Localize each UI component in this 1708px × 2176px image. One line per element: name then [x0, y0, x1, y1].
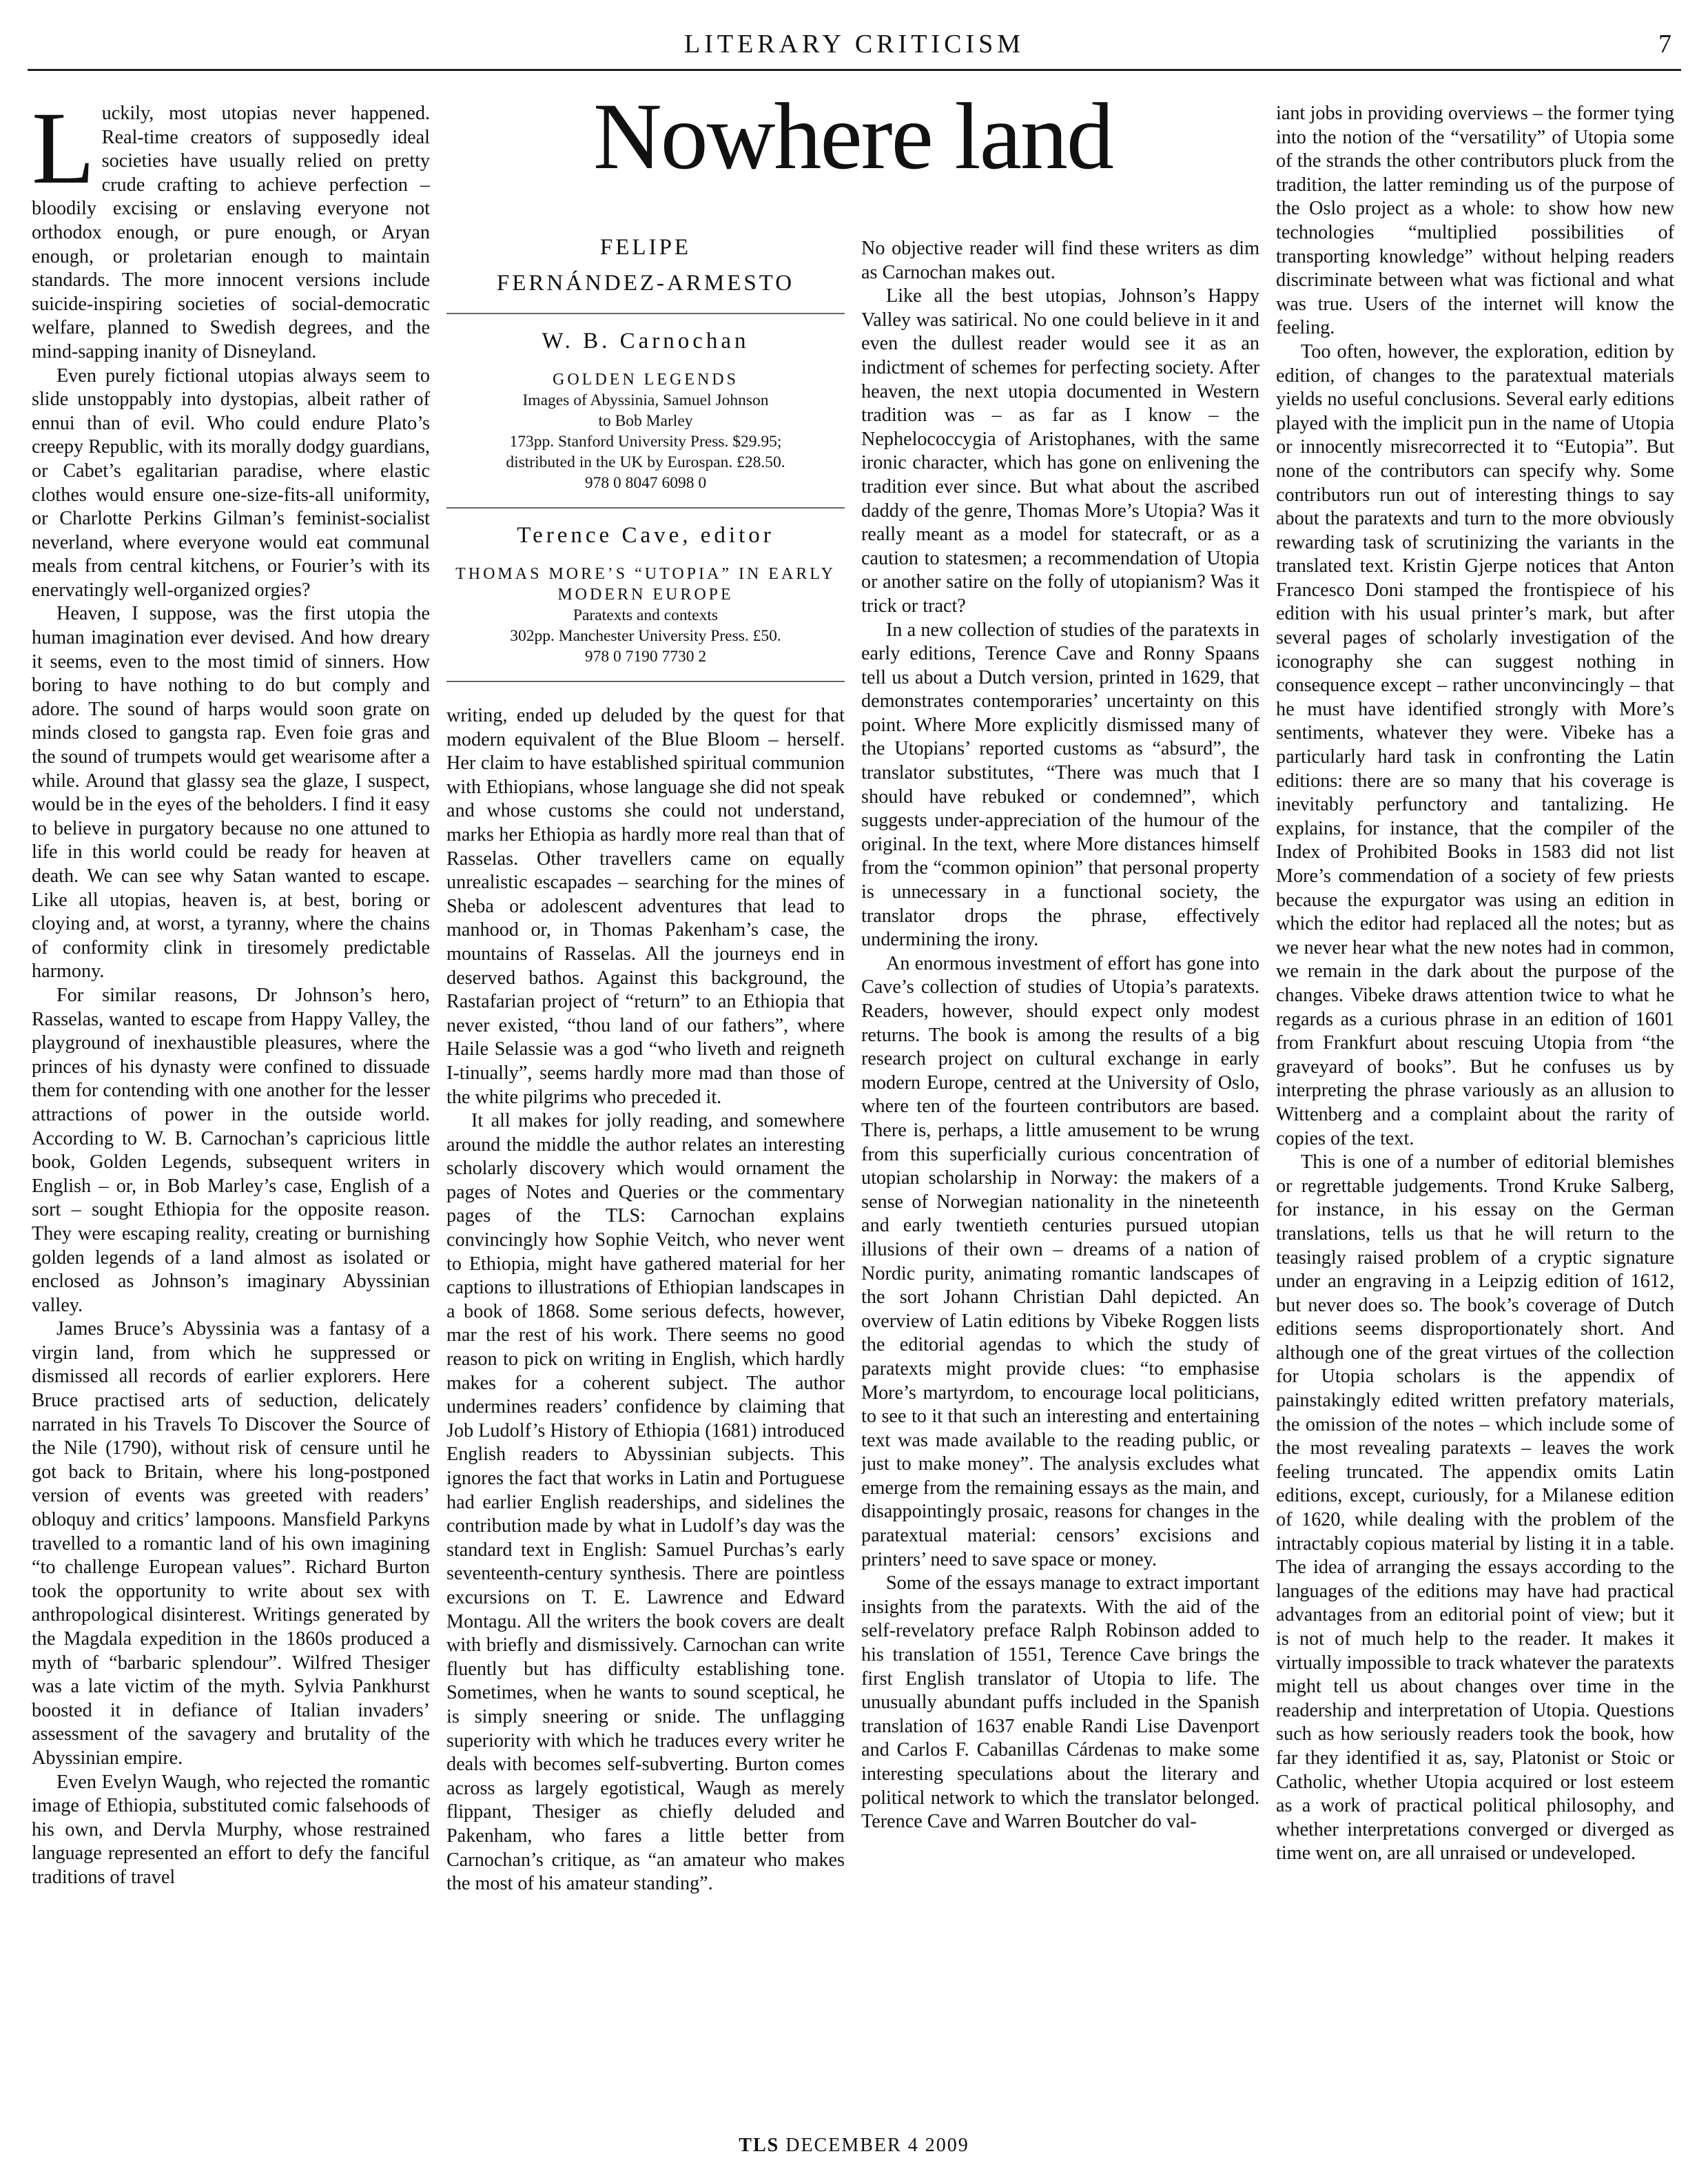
book-meta: 978 0 7190 7730 2 [584, 648, 707, 666]
paragraph: No objective reader will find these writers as dim as Carnochan makes out. [861, 238, 1259, 283]
book-title: THOMAS MORE’S “UTOPIA” IN EARLY MODERN EUROPE [455, 565, 836, 604]
paragraph: An enormous investment of effort has gone into Cave’s collection of studies of Utopia’s paratexts. Readers, however, should expect only modest returns. The book is among the results of a big research project on cultural exchange in early modern Europe, centred at the University of Oslo, where ten of the fourteen contributors are based. There is, perhaps, a little amusement to be wrung from this superficially curious concentration of utopian scholarship in Norway: the makers of a sense of Norwegian nationality in the nineteenth and early twentieth centuries pursued utopian illusions of their own – dreams of a nation of Nordic purity, animating romantic landscapes of the sort Johann Christian Dahl depicted. An overview of Latin editions by Vibeke Roggen lists the editorial agendas to which the study of paratexts might provide clues: “to emphasise More’s martyrdom, to encourage local politicians, to see to it that such an interesting and entertaining text was made available to the reading public, or just to make money”. The analysis excludes what emerge from the remaining essays as the main, and disappointingly prosaic, reasons for changes in the paratextual material: censors’ excisions and printers’ need to save space or money. [861, 952, 1259, 1570]
paragraph: For similar reasons, Dr Johnson’s hero, Rasselas, wanted to escape from Happy Valley, the playground of inexhaustible pleasures, where the princes of his dynasty were confined to dissuade them for contending with one another for the lesser attractions of power in the outside world. According to W. B. Carnochan’s capricious little book, Golden Legends, subsequent writers in English – or, in Bob Marley’s case, English of a sort – sought Ethiopia for the opposite reason. They were escaping reality, creating or burnishing golden legends of a land almost as isolated or enclosed as Johnson’s imaginary Abyssinian valley. [32, 984, 430, 1316]
book-meta: Paratexts and contexts [573, 606, 719, 624]
paragraph: Luckily, most utopias never happened. Real-time creators of supposedly ideal societies have usually relied on pretty crude crafting to achieve perfection – bloodily excising or enslaving everyone not orthodox enough, or pure enough, or Aryan enough, or proletarian enough to maintain standards. The more innocent versions include suicide-inspiring societies of social-democratic welfare, planned to Swedish degrees, and the mind-sapping inanity of Disneyland. [32, 102, 430, 362]
review-details [446, 227, 845, 689]
book-title: GOLDEN LEGENDS [553, 371, 739, 389]
book-meta: Images of Abyssinia, Samuel Johnson [522, 391, 769, 409]
drop-cap: L [32, 102, 95, 205]
divider [446, 507, 845, 509]
paragraph: In a new collection of studies of the paratexts in early editions, Terence Cave and Ronny Spaans tell us about a Dutch version, printed in 1629, that demonstrates contemporaries’ uncertainty on this point. Where More explicitly dismissed many of the Utopians’ reported customs as “absurd”, the translator substitutes, “There was much that I should have rebuked or condemned”, which suggests under-appreciation of the humour of the original. In the text, where More distances himself from the “common opinion” that personal property is unnecessary in a functional society, the translator drops the phrase, effectively undermining the irony. [861, 619, 1259, 951]
reviewer-first-name: FELIPE [599, 235, 692, 260]
book-author: W. B. Carnochan [542, 329, 750, 353]
book-meta: distributed in the UK by Eurospan. £28.50. [506, 453, 785, 471]
page-number: 7 [1658, 30, 1671, 59]
masthead: TLS [739, 2135, 780, 2156]
paragraph: James Bruce’s Abyssinia was a fantasy of a virgin land, from which he suppressed or dismissed all records of earlier explorers. Here Bruce practised arts of seduction, delicately narrated in his Travels To Discover the Source of the Nile (1790), without risk of censure until he got back to Britain, where his long-postponed version of events was greeted with readers’ obloquy and critics’ lampoons. Mansfield Parkyns travelled to a romantic land of his own imagining “to challenge European values”. Richard Burton took the opportunity to write about sex with anthropological disinterest. Writings generated by the Magdala expedition in the 1860s produced a myth of “barbaric splendour”. Wilfred Thesiger was a late victim of the myth. Sylvia Pankhurst boosted it in defiance of Italian invaders’ assessment of the savagery and brutality of the Abyssinian empire. [32, 1318, 430, 1769]
column-3 [861, 237, 1259, 2084]
paragraph: writing, ended up deluded by the quest for that modern equivalent of the Blue Bloom – herself. Her claim to have established spiritual communion with Ethiopians, whose language she did not speak and whose customs she could not understand, marks her Ethiopia as hardly more real than that of Rasselas. Other travellers came on equally unrealistic escapades – searching for the mines of Sheba or adolescent adventures that lead to manhood or, in Thomas Pakenham’s case, the mountains of Rasselas. All the journeys end in deserved bathos. Against this background, the Rastafarian project of “return” to an Ethiopia that never existed, “thou land of our fathers”, where Haile Selassie was a god “who liveth and reigneth I-tinually”, seems hardly more mad than those of the white pilgrims who preceded it. [446, 705, 845, 1108]
paragraph: This is one of a number of editorial blemishes or regrettable judgements. Trond Kruke Salberg, for instance, in his essay on the German translations, tells us that he will return to the teasingly raised problem of a cryptic signature under an engraving in a Leipzig edition of 1612, but never does so. The book’s coverage of Dutch editions seems disproportionately short. And although one of the great virtues of the collection for Utopia scholars is the appendix of painstakingly edited written prefatory materials, the omission of the notes – which include some of the most revealing paratexts – leaves the work feeling truncated. The appendix omits Latin editions, except, curiously, for a Milanese edition of 1620, while dealing with the problem of the intractably copious material by listing it in a table. The idea of arranging the essays according to the languages of the editions may have had practical advantages from an editorial point of view; but it is not of much help to the reader. It makes it virtually impossible to track whatever the paratexts might tell us about changes over time in the readership and interpretation of Utopia. Questions such as how seriously readers took the book, how far they identified it as, say, Platonist or Stoic or Catholic, whether Utopia acquired or lost esteem as a work of practical political philosophy, and whether interpretations converged or diverged as time went on, are all unraised or undeveloped. [1276, 1151, 1674, 1865]
paragraph: iant jobs in providing overviews – the former tying into the notion of the “versatility” of Utopia some of the strands the other contributors pluck from the tradition, the latter reminding us of the purpose of the Oslo project as a whole: to show how new technologies “multiplied possibilities of transporting knowledge” without helping readers discriminate between what was fictional and what was true. Users of the internet will know the feeling. [1276, 103, 1674, 339]
divider [446, 681, 845, 682]
paragraph: Some of the essays manage to extract important insights from the paratexts. With the aid of the self-revelatory preface Ralph Robinson added to his translation of 1551, Terence Cave brings the first English translator of Utopia to life. The unusually abundant puffs included in the Spanish translation of 1637 enable Randi Lise Davenport and Carlos F. Cabanillas Cárdenas to make some interesting speculations about the literary and political network to which the translator belonged. Terence Cave and Warren Boutcher do val- [861, 1572, 1259, 1833]
book-meta: 302pp. Manchester University Press. £50. [510, 627, 781, 645]
reviewer-last-name: FERNÁNDEZ-ARMESTO [496, 271, 795, 296]
page-footer [0, 2135, 1708, 2157]
column-1 [32, 102, 430, 2080]
page-header [28, 26, 1681, 71]
paragraph: Even Evelyn Waugh, who rejected the romantic image of Ethiopia, substituted comic falsehoods of his own, and Dervla Murphy, whose restrained language represented an effort to defy the fanciful traditions of travel [32, 1771, 430, 1888]
book-meta: 978 0 8047 6098 0 [584, 474, 707, 492]
book-meta: to Bob Marley [598, 412, 693, 430]
column-2 [446, 704, 845, 2082]
paragraph: Heaven, I suppose, was the first utopia the human imagination ever devised. And how dreary it seems, even to the most timid of sinners. How boring to have nothing to do but comply and adore. The sound of harps would soon grate on minds closed to gangsta rap. Even foie gras and the sound of trumpets would get wearisome after a while. Around that glassy sea the glaze, I suspect, would be in the eyes of the beholders. I find it easy to believe in purgatory because no one attuned to life in this world could be ready for heaven at death. We can see why Satan wanted to escape. Like all utopias, heaven is, at best, boring or cloying and, at worst, a tyranny, where the chains of conformity clink in tiresomely predictable harmony. [32, 603, 430, 983]
paragraph: Too often, however, the exploration, edition by edition, of changes to the paratextual materials yields no useful conclusions. Several early editions played with the implicit pun in the name of Utopia or innocently misrecorrected it to “Eutopia”. But none of the contributors can specify why. Some contributors run out of interesting things to say about the paratexts and turn to the more obviously rewarding task of scrutinizing the variants in the translated text. Kristin Gjerpe notices that Anton Francesco Doni stamped the frontispiece of his edition with his usual printer’s mark, but after several pages of scholarly investigation of the iconography she can suggest nothing in consequence except – rather unconvincingly – that he must have identified strongly with More’s sentiments, whatever they were. Vibeke has a particularly hard task in confronting the Latin editions: there are so many that his coverage is inevitably perfunctory and tantalizing. He explains, for instance, that the compiler of the Index of Prohibited Books in 1583 did not list More’s commendation of a society of few priests because the expurgator was using an edition in which the editor had replaced all the notes; but as we never hear what the new notes had in common, we remain in the dark about the purpose of the changes. Vibeke draws attention twice to what he regards as a curious phrase in an edition of 1601 from Frankfurt about rescuing Utopia from “the graveyard of books”. But he confuses us by interpreting the phrase variously as an allusion to Wittenberg and a complaint about the rarity of copies of the text. [1276, 340, 1674, 1149]
book-meta: 173pp. Stanford University Press. $29.95; [509, 433, 782, 451]
headline: Nowhere land [593, 83, 1113, 189]
column-4 [1276, 102, 1674, 2080]
book-author: Terence Cave, editor [517, 523, 774, 548]
paragraph: It all makes for jolly reading, and somewhere around the middle the author relates an interesting scholarly discovery which would ornament the pages of Notes and Queries or the commentary pages of the TLS: Carnochan explains convincingly how Sophie Veitch, who never went to Ethiopia, might have gathered material for her captions to illustrations of Ethiopian landscapes in a book of 1868. Some serious defects, however, mar the rest of his work. There seems no good reason to pick on writing in English, which hardly makes for a coherent subject. The author undermines readers’ confidence by claiming that Job Ludolf’s History of Ethiopia (1681) introduced English readers to Abyssinian subjects. This ignores the fact that works in Latin and Portuguese had earlier English readerships, and sidelines the contribution made by what in Ludolf’s day was the standard text in English: Samuel Purchas’s early seventeenth-century synthesis. There are pointless excursions on T. E. Lawrence and Edward Montagu. All the writers the book covers are dealt with briefly and dismissively. Carnochan can write fluently but has difficulty establishing tone. Sometimes, when he wants to sound sceptical, he is simply sneering or snide. The unflagging superiority with which he traduces every writer he deals with becomes self-subverting. Burton comes across as largely egotistical, Waugh as merely flippant, Thesiger as chiefly deluded and Pakenham, who fares a little better from Carnochan’s critique, as “an amateur who makes the most of his amateur standing”. [446, 1110, 845, 1895]
section-title: LITERARY CRITICISM [684, 30, 1025, 59]
divider [446, 313, 845, 314]
paragraph: Even purely fictional utopias always seem to slide unstoppably into dystopias, albeit rather of ennui than of evil. Who could endure Plato’s creepy Republic, with its morally dodgy guardians, or Cabet’s egalitarian paradise, where elastic clothes would ensure one-size-fits-all uniformity, or Charlotte Perkins Gilman’s feminist-socialist neverland, where everyone would eat communal meals from central kitchens, or Fourier’s with its enervatingly well-organized orgies? [32, 365, 430, 601]
issue-date: DECEMBER 4 2009 [785, 2135, 969, 2156]
paragraph: Like all the best utopias, Johnson’s Happy Valley was satirical. No one could believe in it and even the dullest reader would see it as an indictment of schemes for perfecting society. After heaven, the next utopia documented in Western tradition was – as far as I know – the Nephelococcygia of Aristophanes, with the same ironic character, which has gone on enlivening the tradition ever since. But what about the ascribed daddy of the genre, Thomas More’s Utopia? Was it really meant as a model for statecraft, or as a caution to statesmen; a recommendation of Utopia or another satire on the folly of utopianism? Was it trick or tract? [861, 285, 1259, 617]
